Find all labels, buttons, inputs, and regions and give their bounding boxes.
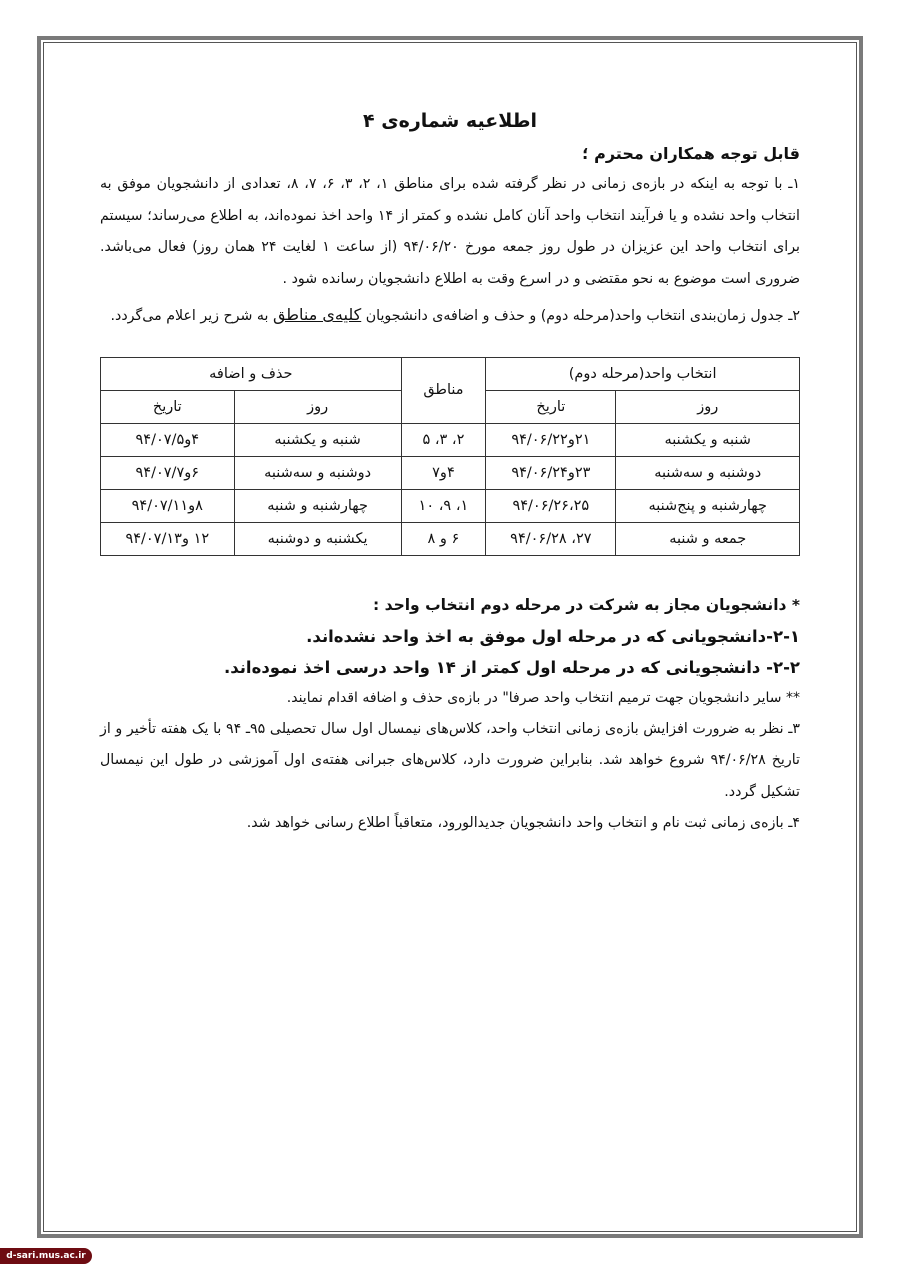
paragraph-1: ۱ـ با توجه به اینکه در بازه‌ی زمانی در نظر گرفته شده برای مناطق ۱، ۲، ۳، ۶، ۷، ۸، تعدادی از دانشجویان موفق به انتخاب واحد نشده و یا فرآیند انتخاب واحد آنان کامل نشده و کمتر از ۱۴ واحد اخذ نموده‌اند، به اطلاع می‌رساند؛ سیستم برای انتخاب واحد این عزیزان در طول روز جمعه مورخ ۹۴/۰۶/۲۰ (از ساعت ۱ لغایت ۲۴ همان روز) فعال می‌باشد. ضروری است موضوع به نحو مقتضی و در اسرع وقت به اطلاع دانشجویان رسانده شود . <box>100 176 801 287</box>
cell-adddrop-date: ۱۲ و۹۴/۰۷/۱۳ <box>101 522 235 555</box>
header-adddrop-day: روز <box>234 390 401 423</box>
paragraph-3: ۳ـ نظر به ضرورت افزایش بازه‌ی زمانی انتخاب واحد، کلاس‌های نیمسال اول سال تحصیلی ۹۵ـ ۹۴ با یک هفته تأخیر و از تاریخ ۹۴/۰۶/۲۸ شروع خواهد شد. بنابراین ضرورت دارد، کلاس‌های جبرانی هفته‌ی اول آموزشی در طول این نیمسال تشکیل گردد. <box>100 720 800 800</box>
cell-selection-date: ۲۷، ۹۴/۰۶/۲۸ <box>486 522 616 555</box>
cell-selection-date: ۲۱و۹۴/۰۶/۲۲ <box>486 423 616 456</box>
cell-adddrop-day: دوشنبه و سه‌شنبه <box>234 456 401 489</box>
cell-selection-day: جمعه و شنبه <box>616 522 800 555</box>
cell-adddrop-day: شنبه و یکشنبه <box>234 423 401 456</box>
eligibility-item-2: ۲-۲- دانشجویانی که در مرحله اول کمتر از ۱۴ واحد درسی اخذ نموده‌اند. <box>223 657 800 677</box>
cell-selection-date: ۹۴/۰۶/۲۶،۲۵ <box>486 489 616 522</box>
announcement-content <box>100 110 800 840</box>
table-header-row-groups <box>101 357 800 390</box>
header-regions: مناطق <box>401 357 486 423</box>
cell-regions: ۴و۷ <box>401 456 486 489</box>
cell-regions: ۶ و ۸ <box>401 522 486 555</box>
paragraph-2-underlined: کلیه‌ی مناطق <box>272 305 362 324</box>
table-row <box>101 456 800 489</box>
site-watermark: d-sari.mus.ac.ir <box>0 1248 92 1264</box>
eligibility-note: ** سایر دانشجویان جهت ترمیم انتخاب واحد صرفا" در بازه‌ی حذف و اضافه اقدام نمایند. <box>286 689 800 706</box>
table-row <box>101 489 800 522</box>
cell-selection-day: چهارشنبه و پنج‌شنبه <box>616 489 800 522</box>
table-row <box>101 423 800 456</box>
cell-adddrop-date: ۸و۹۴/۰۷/۱۱ <box>101 489 235 522</box>
eligibility-heading: * دانشجویان مجاز به شرکت در مرحله دوم انتخاب واحد : <box>373 595 800 614</box>
cell-adddrop-date: ۶و۹۴/۰۷/۷ <box>101 456 235 489</box>
cell-adddrop-day: چهارشنبه و شنبه <box>234 489 401 522</box>
cell-selection-day: شنبه و یکشنبه <box>616 423 800 456</box>
cell-adddrop-day: یکشنبه و دوشنبه <box>234 522 401 555</box>
table-row <box>101 522 800 555</box>
paragraph-2-end: به شرح زیر اعلام می‌گردد. <box>110 308 273 324</box>
header-selection-day: روز <box>616 390 800 423</box>
cell-regions: ۲، ۳، ۵ <box>401 423 486 456</box>
paragraph-4: ۴ـ بازه‌ی زمانی ثبت نام و انتخاب واحد دانشجویان جدیدالورود، متعاقباً اطلاع رسانی خواهد شد. <box>246 815 800 831</box>
header-adddrop-date: تاریخ <box>101 390 235 423</box>
cell-selection-day: دوشنبه و سه‌شنبه <box>616 456 800 489</box>
header-unit-selection: انتخاب واحد(مرحله دوم) <box>486 357 800 390</box>
schedule-table <box>100 357 800 556</box>
header-add-drop: حذف و اضافه <box>101 357 402 390</box>
cell-selection-date: ۲۳و۹۴/۰۶/۲۴ <box>486 456 616 489</box>
cell-adddrop-date: ۴و۹۴/۰۷/۵ <box>101 423 235 456</box>
header-selection-date: تاریخ <box>486 390 616 423</box>
paragraph-2 <box>100 299 800 333</box>
salutation: قابل توجه همکاران محترم ؛ <box>582 144 800 163</box>
eligibility-item-1: ۲-۱-دانشجویانی که در مرحله اول موفق به اخذ واحد نشده‌اند. <box>306 626 800 646</box>
paragraph-2-start: ۲ـ جدول زمان‌بندی انتخاب واحد(مرحله دوم) و حذف و اضافه‌ی دانشجویان <box>361 308 800 324</box>
announcement-title: اطلاعیه شماره‌ی ۴ <box>362 110 538 132</box>
cell-regions: ۱، ۹، ۱۰ <box>401 489 486 522</box>
